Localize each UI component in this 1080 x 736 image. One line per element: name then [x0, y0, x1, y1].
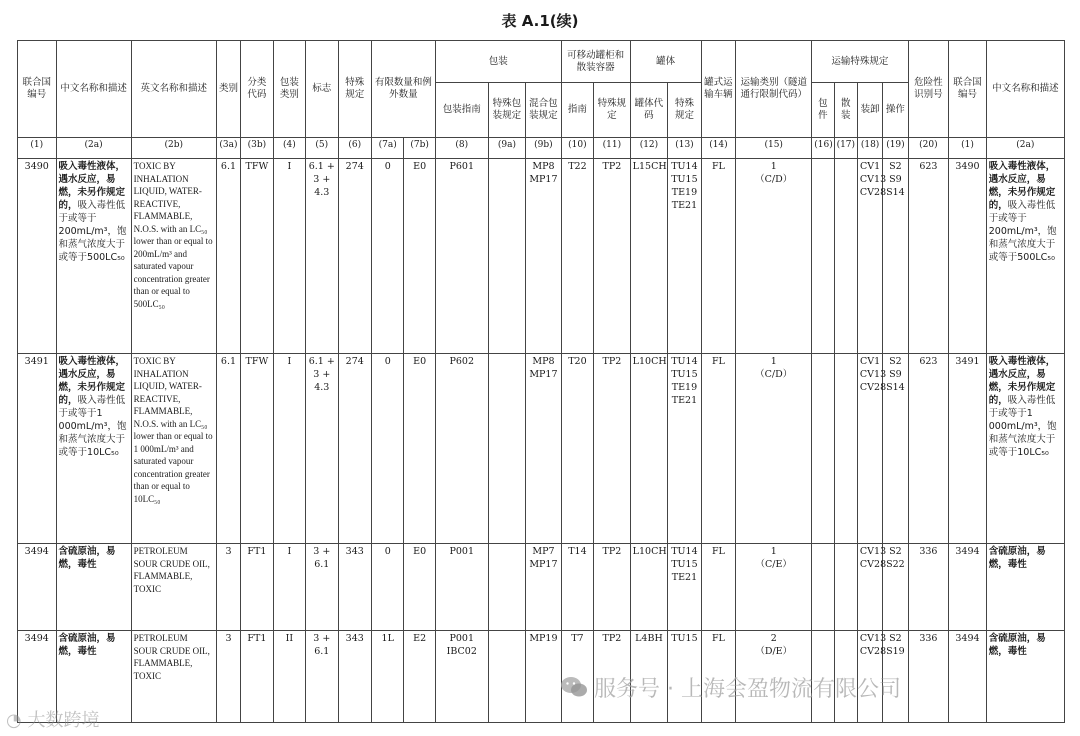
table-row [18, 354, 1065, 544]
header-packages: 包件 [812, 83, 834, 138]
corner-watermark-text: 大数跨境 [27, 710, 100, 731]
table-row [18, 159, 1065, 354]
column-number: (1) [18, 138, 57, 159]
loading [857, 159, 887, 354]
tank-body-special-line: TE21 [671, 572, 698, 583]
packing-instructions-line: P602 [449, 356, 475, 367]
operation-line: S22 [886, 559, 905, 570]
packing-group: I [273, 354, 305, 544]
column-number: (10) [561, 138, 593, 159]
name-cn [56, 544, 131, 631]
header-tank-vehicle: 罐式运输车辆 [701, 41, 735, 138]
limited-quantity: 1L [371, 631, 403, 723]
un-number-right: 3494 [949, 544, 987, 631]
loading-line: CV1 [859, 356, 881, 367]
corner-watermark [6, 706, 99, 732]
header-portable-tanks: 可移动罐柜和散装容器 [561, 41, 630, 83]
special-packing [488, 544, 526, 631]
mixed-packing-line: MP17 [529, 174, 558, 185]
column-number: (11) [594, 138, 631, 159]
labels-line: 3 + [313, 174, 331, 185]
transport-category-line: 1 [770, 546, 777, 557]
special-packing [488, 159, 526, 354]
transport-category-line: （D/E） [755, 646, 793, 657]
header-labels: 标志 [306, 41, 338, 138]
column-number-row [18, 138, 1065, 159]
special-provisions: 343 [338, 544, 371, 631]
name-cn-right-bold: 吸入毒性液体，遇水反应，易燃，未另作规定的， [988, 356, 1056, 406]
loading-line: CV28 [859, 559, 887, 570]
header-packing: 包装 [435, 41, 561, 83]
name-cn-bold: 含硫原油，易燃，毒性 [58, 633, 116, 657]
name-en: PETROLEUM SOUR CRUDE OIL, FLAMMABLE, TOXIC [131, 544, 216, 631]
column-number: (2a) [986, 138, 1064, 159]
class: 3 [216, 544, 240, 631]
tank-body-special-line: TU14 [671, 356, 698, 367]
tank-body-special-line: TE19 [671, 187, 698, 198]
tank-instructions: T22 [561, 159, 593, 354]
labels-line: 6.1 [314, 646, 330, 657]
column-number: (19) [883, 138, 908, 159]
mixed-packing-line: MP7 [532, 546, 555, 557]
tank-body-special-line: TU14 [671, 546, 698, 557]
tank-special: TP2 [594, 631, 631, 723]
loading-line: CV1 [859, 161, 881, 172]
loading-line: CV13 [859, 633, 887, 644]
un-number-right: 3491 [949, 354, 987, 544]
tank-body-special-line: TU15 [671, 369, 698, 380]
packing-instructions-line: IBC02 [446, 646, 477, 657]
packing-group: I [273, 159, 305, 354]
header-tank-body: 罐体 [630, 41, 701, 83]
tank-code: L10CH [630, 354, 668, 544]
tank-body-special-line: TU14 [671, 161, 698, 172]
un-number: 3490 [18, 159, 57, 354]
loading-line: CV13 [859, 369, 887, 380]
header-tank-instructions: 指南 [561, 83, 593, 138]
tank-body-special-line: TU15 [671, 559, 698, 570]
name-cn-right [986, 159, 1064, 354]
tank-instructions: T14 [561, 544, 593, 631]
header-loading: 装卸 [857, 83, 882, 138]
column-number: (7a) [371, 138, 403, 159]
tank-vehicle: FL [701, 159, 735, 354]
labels-line: 3 + [313, 369, 331, 380]
column-number: (9a) [488, 138, 526, 159]
labels [306, 631, 338, 723]
limited-quantity: 0 [371, 159, 403, 354]
tank-body-special-line: TU15 [671, 633, 698, 644]
name-en: TOXIC BY INHALATION LIQUID, WATER-REACTIVE, FLAMMABLE, N.O.S. with an LC₅₀ lower than or equal to 1 000mL/m³ and saturated vapour concentration greater than or equal to 10LC₅₀ [131, 354, 216, 544]
operation [883, 159, 908, 354]
mixed-packing [526, 354, 562, 544]
mixed-packing-line: MP19 [529, 633, 558, 644]
transport-category [736, 544, 812, 631]
tank-special: TP2 [594, 159, 631, 354]
excepted-quantity: E2 [404, 631, 435, 723]
tank-vehicle: FL [701, 544, 735, 631]
packages [812, 159, 834, 354]
name-cn-bold: 吸入毒性液体，遇水反应，易燃，未另作规定的， [58, 356, 126, 406]
limited-quantity: 0 [371, 354, 403, 544]
class: 6.1 [216, 159, 240, 354]
column-number: (3b) [241, 138, 273, 159]
labels-line: 3 + [313, 633, 331, 644]
un-number: 3494 [18, 631, 57, 723]
mixed-packing [526, 159, 562, 354]
loading-line: CV13 [859, 546, 887, 557]
packages [812, 354, 834, 544]
header-bulk: 散装 [834, 83, 857, 138]
labels [306, 159, 338, 354]
loading [857, 544, 887, 631]
class-code: TFW [241, 354, 273, 544]
labels [306, 544, 338, 631]
class-code: FT1 [241, 544, 273, 631]
tank-instructions: T20 [561, 354, 593, 544]
transport-category-line: 2 [770, 633, 777, 644]
packing-instructions [435, 159, 488, 354]
mixed-packing-line: MP8 [532, 356, 555, 367]
tank-body-special-line: TE19 [671, 382, 698, 393]
operation-line: S9 [889, 369, 902, 380]
special-packing [488, 354, 526, 544]
packing-instructions-line: P601 [449, 161, 475, 172]
name-cn-right-bold: 含硫原油，易燃，毒性 [988, 546, 1046, 570]
header-packing-instructions: 包装指南 [435, 83, 488, 138]
header-name-en: 英文名称和描述 [131, 41, 216, 138]
labels-line: 6.1 + [308, 356, 335, 367]
operation-line: S2 [889, 546, 902, 557]
excepted-quantity: E0 [404, 354, 435, 544]
operation-line: S19 [886, 646, 905, 657]
column-number: (13) [668, 138, 701, 159]
column-number: (5) [306, 138, 338, 159]
tank-code: L4BH [630, 631, 668, 723]
transport-category-line: （C/E） [755, 559, 792, 570]
name-cn-bold: 含硫原油，易燃，毒性 [58, 546, 116, 570]
tank-body-special [668, 159, 701, 354]
loading-line: CV28 [859, 382, 887, 393]
limited-quantity: 0 [371, 544, 403, 631]
labels-line: 6.1 [314, 559, 330, 570]
labels-line: 4.3 [314, 382, 330, 393]
header-class-code: 分类代码 [241, 41, 273, 138]
tank-special: TP2 [594, 544, 631, 631]
tank-vehicle: FL [701, 354, 735, 544]
operation-line: S2 [889, 356, 902, 367]
packing-instructions [435, 354, 488, 544]
table-row [18, 631, 1065, 723]
name-cn-right-rest: 吸入毒性低于或等于1 000mL/m³，饱和蒸气浓度大于或等于10LC₅₀ [988, 395, 1057, 458]
weibo-icon: ◔ [6, 710, 22, 731]
labels [306, 354, 338, 544]
tank-instructions: T7 [561, 631, 593, 723]
wechat-icon [560, 676, 588, 698]
dangerous-goods-table [17, 40, 1065, 723]
packages [812, 544, 834, 631]
name-cn-bold: 吸入毒性液体，遇水反应，易燃，未另作规定的， [58, 161, 126, 211]
packing-instructions [435, 631, 488, 723]
column-number: (18) [857, 138, 882, 159]
transport-category [736, 354, 812, 544]
excepted-quantity: E0 [404, 159, 435, 354]
operation-line: S14 [886, 382, 905, 393]
un-number-right: 3494 [949, 631, 987, 723]
mixed-packing-line: MP17 [529, 559, 558, 570]
header-tank-special: 特殊规定 [594, 83, 631, 138]
loading-line: CV13 [859, 174, 887, 185]
name-cn-right [986, 544, 1064, 631]
tank-special: TP2 [594, 354, 631, 544]
name-cn-rest: 吸入毒性低于或等于200mL/m³，饱和蒸气浓度大于或等于500LC₅₀ [58, 200, 127, 263]
un-number-right: 3490 [949, 159, 987, 354]
tank-body-special-line: TE21 [671, 395, 698, 406]
column-number: (1) [949, 138, 987, 159]
header-name-cn: 中文名称和描述 [56, 41, 131, 138]
loading [857, 354, 887, 544]
header-mixed-packing: 混合包装规定 [526, 83, 562, 138]
name-cn-right [986, 631, 1064, 723]
column-number: (17) [834, 138, 857, 159]
hazard-id: 336 [908, 544, 949, 631]
header-un-no-right: 联合国编号 [949, 41, 987, 138]
tank-body-special [668, 544, 701, 631]
header-hazard-id: 危险性识别号 [908, 41, 949, 138]
transport-category-line: （C/D） [755, 174, 793, 185]
transport-category [736, 159, 812, 354]
header-special-packing: 特殊包装规定 [488, 83, 526, 138]
mixed-packing [526, 631, 562, 723]
operation [883, 354, 908, 544]
labels-line: 3 + [313, 546, 331, 557]
table-body [18, 159, 1065, 723]
special-provisions: 274 [338, 159, 371, 354]
loading-line: CV28 [859, 187, 887, 198]
bulk [834, 159, 857, 354]
column-number: (12) [630, 138, 668, 159]
operation-line: S2 [889, 161, 902, 172]
transport-category-line: 1 [770, 161, 777, 172]
name-en: PETROLEUM SOUR CRUDE OIL, FLAMMABLE, TOXIC [131, 631, 216, 723]
tank-body-special-line: TE21 [671, 200, 698, 211]
name-cn-rest: 吸入毒性低于或等于1 000mL/m³，饱和蒸气浓度大于或等于10LC₅₀ [58, 395, 127, 458]
column-number: (9b) [526, 138, 562, 159]
excepted-quantity: E0 [404, 544, 435, 631]
column-number: (8) [435, 138, 488, 159]
class-code: FT1 [241, 631, 273, 723]
column-number: (16) [812, 138, 834, 159]
hazard-id: 336 [908, 631, 949, 723]
name-cn-right [986, 354, 1064, 544]
header-transport-category: 运输类别（隧道通行限制代码） [736, 41, 812, 138]
class-code: TFW [241, 159, 273, 354]
packing-instructions-line: P001 [449, 633, 475, 644]
name-cn [56, 159, 131, 354]
column-number: (20) [908, 138, 949, 159]
column-number: (3a) [216, 138, 240, 159]
header-special-provisions: 特殊规定 [338, 41, 371, 138]
header-tank-code: 罐体代码 [630, 83, 668, 138]
header-tank-body-special: 特殊规定 [668, 83, 701, 138]
watermark-text: 服务号 · 上海会盈物流有限公司 [594, 677, 901, 702]
labels-line: 4.3 [314, 187, 330, 198]
special-provisions: 343 [338, 631, 371, 723]
column-number: (7b) [404, 138, 435, 159]
header-name-cn-right: 中文名称和描述 [986, 41, 1064, 138]
name-cn-right-bold: 含硫原油，易燃，毒性 [988, 633, 1046, 657]
class: 6.1 [216, 354, 240, 544]
hazard-id: 623 [908, 354, 949, 544]
table-row [18, 544, 1065, 631]
tank-vehicle: FL [701, 631, 735, 723]
operation-line: S2 [889, 633, 902, 644]
mixed-packing [526, 544, 562, 631]
header-class: 类别 [216, 41, 240, 138]
mixed-packing-line: MP8 [532, 161, 555, 172]
column-number: (4) [273, 138, 305, 159]
column-number: (15) [736, 138, 812, 159]
table-title: 表 A.1(续) [501, 12, 579, 30]
operation [883, 544, 908, 631]
un-number: 3491 [18, 354, 57, 544]
name-cn [56, 354, 131, 544]
packing-instructions-line: P001 [449, 546, 475, 557]
column-number: (6) [338, 138, 371, 159]
hazard-id: 623 [908, 159, 949, 354]
name-cn-right-rest: 吸入毒性低于或等于200mL/m³，饱和蒸气浓度大于或等于500LC₅₀ [988, 200, 1057, 263]
header-special-transport: 运输特殊规定 [812, 41, 908, 83]
mixed-packing-line: MP17 [529, 369, 558, 380]
un-number: 3494 [18, 544, 57, 631]
column-number: (2a) [56, 138, 131, 159]
special-packing [488, 631, 526, 723]
header-limited-quantity: 有限数量和例外数量 [371, 41, 435, 138]
bulk [834, 544, 857, 631]
name-en: TOXIC BY INHALATION LIQUID, WATER-REACTIVE, FLAMMABLE, N.O.S. with an LC₅₀ lower than or equal to 200mL/m³ and saturated vapour concentration greater than or equal to 500LC₅₀ [131, 159, 216, 354]
operation-line: S14 [886, 187, 905, 198]
special-provisions: 274 [338, 354, 371, 544]
class: 3 [216, 631, 240, 723]
header-operation: 操作 [883, 83, 908, 138]
transport-category-line: 1 [770, 356, 777, 367]
column-number: (2b) [131, 138, 216, 159]
packing-group: II [273, 631, 305, 723]
labels-line: 6.1 + [308, 161, 335, 172]
packing-instructions [435, 544, 488, 631]
name-cn-right-bold: 吸入毒性液体，遇水反应，易燃，未另作规定的， [988, 161, 1056, 211]
packing-group: I [273, 544, 305, 631]
header-packing-group: 包装类别 [273, 41, 305, 138]
header-un-no: 联合国编号 [18, 41, 57, 138]
tank-body-special-line: TU15 [671, 174, 698, 185]
column-number: (14) [701, 138, 735, 159]
operation-line: S9 [889, 174, 902, 185]
tank-body-special [668, 354, 701, 544]
loading-line: CV28 [859, 646, 887, 657]
tank-code: L15CH [630, 159, 668, 354]
tank-code: L10CH [630, 544, 668, 631]
transport-category-line: （C/D） [755, 369, 793, 380]
bulk [834, 354, 857, 544]
